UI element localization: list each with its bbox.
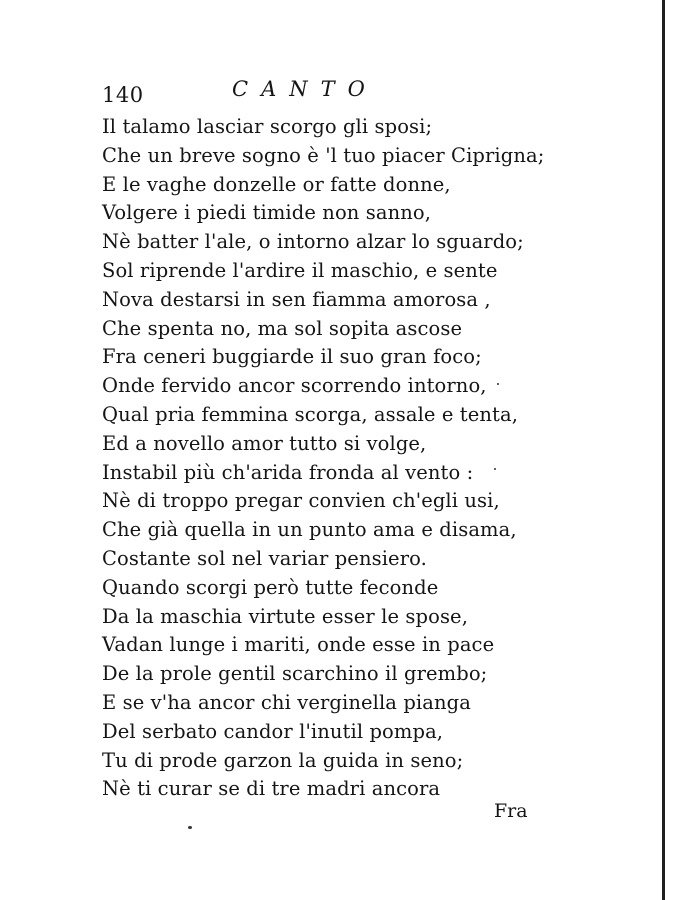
verse-line: E le vaghe donzelle or fatte donne, (102, 172, 451, 196)
verse-line: Fra ceneri buggiarde il suo gran foco; (102, 345, 482, 369)
verse-line: Il talamo lasciar scorgo gli sposi; (102, 115, 433, 138)
verse-line: Tu di prode garzon la guida in seno; (102, 748, 464, 772)
verse-line: Del serbato candor l'inutil pompa, (102, 719, 444, 743)
verse-line: E se v'ha ancor chi verginella pianga (102, 690, 471, 714)
verse-block (102, 113, 552, 804)
catchword: Fra (494, 800, 528, 822)
verse-line: Nè batter l'ale, o intorno alzar lo sguardo; (102, 230, 524, 254)
verse-line: Che già quella in un punto ama e disama, (102, 518, 517, 542)
page-number: 140 (102, 83, 144, 107)
verse-line: Costante sol nel variar pensiero. (102, 546, 427, 570)
verse-line: De la prole gentil scarchino il grembo; (102, 662, 488, 686)
verse-line: Quando scorgi però tutte feconde (102, 575, 439, 599)
verse-line: Instabil più ch'arida fronda al vento : (102, 460, 474, 484)
ink-speck (188, 826, 192, 829)
verse-line: Nè ti curar se di tre madri ancora (102, 777, 441, 801)
page-edge-line (662, 0, 665, 900)
verse-line: Sol riprende l'ardire il maschio, e sente (102, 258, 498, 282)
verse-line: Qual pria femmina scorga, assale e tenta, (102, 402, 518, 426)
running-head: CANTO (232, 77, 378, 101)
verse-line: Che un breve sogno è 'l tuo piacer Ciprigna; (102, 143, 545, 167)
verse-line: Vadan lunge i mariti, onde esse in pace (102, 633, 495, 657)
verse-line: Volgere i piedi timide non sanno, (102, 201, 432, 225)
ink-speck (497, 383, 499, 385)
verse-line: Nova destarsi in sen fiamma amorosa , (102, 287, 491, 311)
verse-line: Ed a novello amor tutto si volge, (102, 431, 427, 455)
verse-line: Che spenta no, ma sol sopita ascose (102, 316, 463, 340)
verse-line: Da la maschia virtute esser le spose, (102, 604, 468, 628)
ink-speck (494, 468, 496, 470)
verse-line: Nè di troppo pregar convien ch'egli usi, (102, 489, 500, 513)
verse-line: Onde fervido ancor scorrendo intorno, (102, 374, 487, 398)
